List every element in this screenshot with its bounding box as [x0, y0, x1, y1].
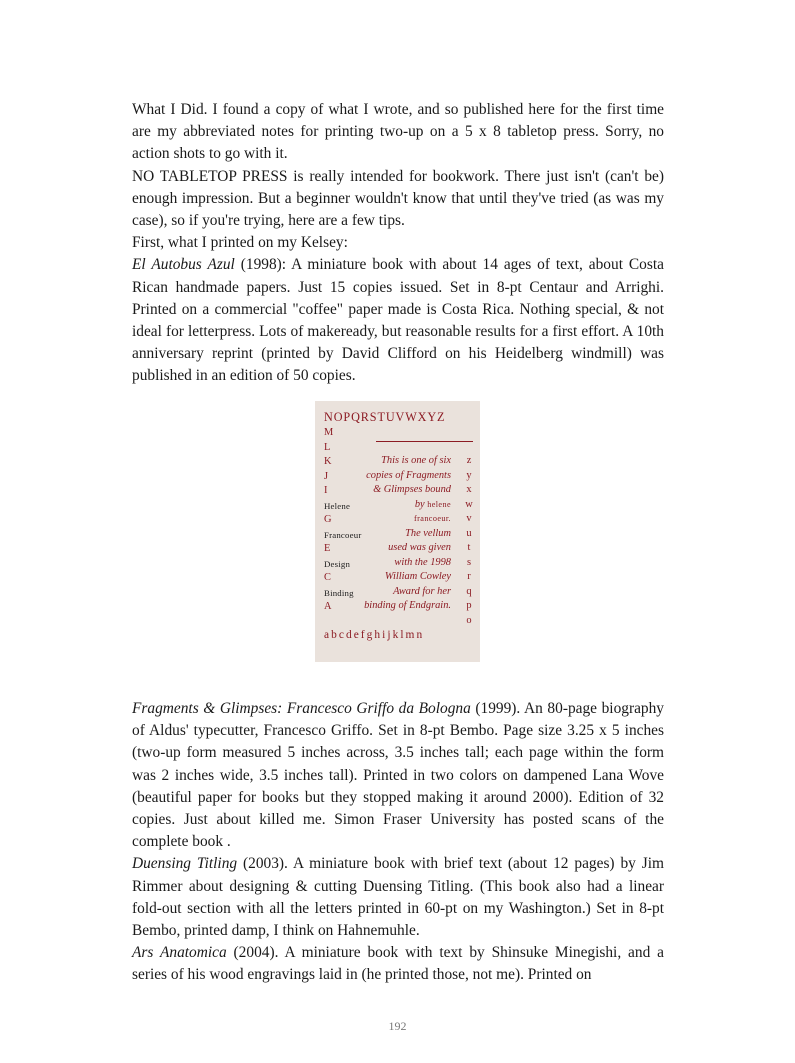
book-title-fragments-glimpses: Fragments & Glimpses: Francesco Griffo da Bologna: [132, 700, 471, 717]
colophon-line: This is one of six: [381, 455, 451, 466]
paragraph-ars-anatomica: [132, 942, 664, 986]
paragraph-no-tabletop-press: NO TABLETOP PRESS is really intended for bookwork. There just isn't (can't be) enough impression. But a beginner wouldn't know that until they've tried (as was my case), so if you're trying, here are a few tips.: [132, 167, 664, 230]
colophon-line: copies of Fragments: [366, 469, 451, 481]
plate-colophon: [345, 454, 451, 614]
left-col-word-design: Design: [324, 558, 351, 569]
left-col-letter: K: [324, 456, 332, 467]
colophon-line: & Glimpses bound: [373, 484, 451, 495]
paragraph-first-printed: First, what I printed on my Kelsey:: [132, 234, 348, 252]
paragraph-duensing-titling: [132, 853, 664, 942]
right-col-letter: y: [466, 469, 472, 481]
book-title-ars-anatomica: Ars Anatomica: [132, 944, 227, 962]
colophon-line: William Cowley: [384, 571, 451, 582]
right-col-letter: t: [467, 542, 471, 553]
left-col-letter: G: [324, 514, 332, 525]
duensing-titling-description: (2003). A miniature book with brief text (about 12 pages) by Jim Rimmer about designing & cutting Duensing Titling. (This book also had a linear fold-out section with all the letters printed in 60-pt on my Washington.) Set in 8-pt Bembo, printed damp, I think on Hahnemuhle.: [132, 855, 664, 940]
right-col-letter: o: [466, 614, 472, 626]
left-col-letter: M: [324, 427, 334, 438]
page-number: 192: [388, 1019, 407, 1033]
right-col-letter: s: [466, 556, 472, 568]
left-col-word-francoeur: Francoeur: [324, 529, 362, 540]
left-col-letter: L: [324, 441, 331, 453]
paragraph-what-i-did: What I Did. I found a copy of what I wrote, and so published here for the first time are my abbreviated notes for printing two-up on a 5 x 8 tabletop press. Sorry, no action shots to go with it.: [132, 101, 664, 163]
colophon-line: [345, 498, 451, 513]
colophon-line: with the 1998: [394, 556, 451, 568]
right-col-letter: q: [466, 585, 472, 597]
fragments-glimpses-description: (1999). An 80-page biography of Aldus' typecutter, Francesco Griffo. Set in 8-pt Bembo. Page size 3.25 x 5 inches (two-up form measured 5 inches across, 3.5 inches tall; each page within the form was 2 inches wide, 3.5 inches tall). Printed in two colors on dampened Lana Wove (beautiful paper for books but they stopped making it around 2000). Edition of 32 copies. Just about killed me. Simon Fraser University has posted scans of the complete book .: [132, 700, 664, 851]
ars-anatomica-description: (2004). A miniature book with text by Shinsuke Minegishi, and a series of his wood engravings laid in (he printed those, not me). Printed on: [132, 944, 664, 984]
left-col-word-helene: Helene: [324, 500, 351, 511]
right-col-letter: u: [466, 527, 472, 539]
right-col-letter: w: [465, 498, 473, 510]
colophon-line: Award for her: [393, 585, 451, 597]
left-col-letter: A: [324, 601, 332, 612]
el-autobus-azul-description: (1998): A miniature book with about 14 ages of text, about Costa Rican handmade papers. Just 15 copies issued. Set in 8-pt Centaur and Arrighi. Printed on a commercial "coffee" paper made is Costa Rica. Nothing special, & not ideal for letterpress. Lots of makeready, but reasonable results for a first effort. A 10th anniversary reprint (printed by David Clifford on his Heidelberg windmill) was published in an edition of 50 copies.: [132, 256, 664, 385]
colophon-helene: helene: [427, 499, 451, 509]
book-title-el-autobus-azul: El Autobus Azul: [132, 256, 235, 274]
plate-rule: [376, 441, 473, 442]
left-col-letter: J: [324, 470, 329, 482]
right-col-letter: x: [466, 484, 472, 495]
top-text-block: [132, 99, 664, 388]
plate-bottom-alphabet: abcdefghijklmn: [324, 629, 425, 641]
paragraph-el-autobus-azul: [132, 254, 664, 387]
book-title-duensing-titling: Duensing Titling: [132, 855, 238, 873]
colophon-line: used was given: [388, 542, 451, 553]
right-col-letter: v: [466, 513, 472, 524]
paragraph-fragments-glimpses: [132, 698, 664, 853]
plate-top-alphabet: NOPQRSTUVWXYZ: [324, 410, 446, 424]
left-col-letter: E: [324, 543, 331, 554]
right-col-letter: r: [467, 571, 471, 582]
right-col-letter: z: [466, 455, 472, 466]
colophon-line: binding of Endgrain.: [364, 600, 451, 611]
left-col-letter: C: [324, 572, 331, 583]
colophon-plate-image: [315, 401, 480, 662]
colophon-line: francoeur.: [414, 514, 451, 523]
bottom-text-block: [132, 698, 664, 987]
colophon-by: by: [414, 498, 425, 510]
left-col-letter: I: [324, 485, 328, 496]
colophon-line: The vellum: [405, 527, 451, 539]
right-col-letter: p: [466, 600, 472, 611]
plate-right-column: [464, 454, 474, 628]
left-col-word-binding: Binding: [324, 587, 354, 598]
